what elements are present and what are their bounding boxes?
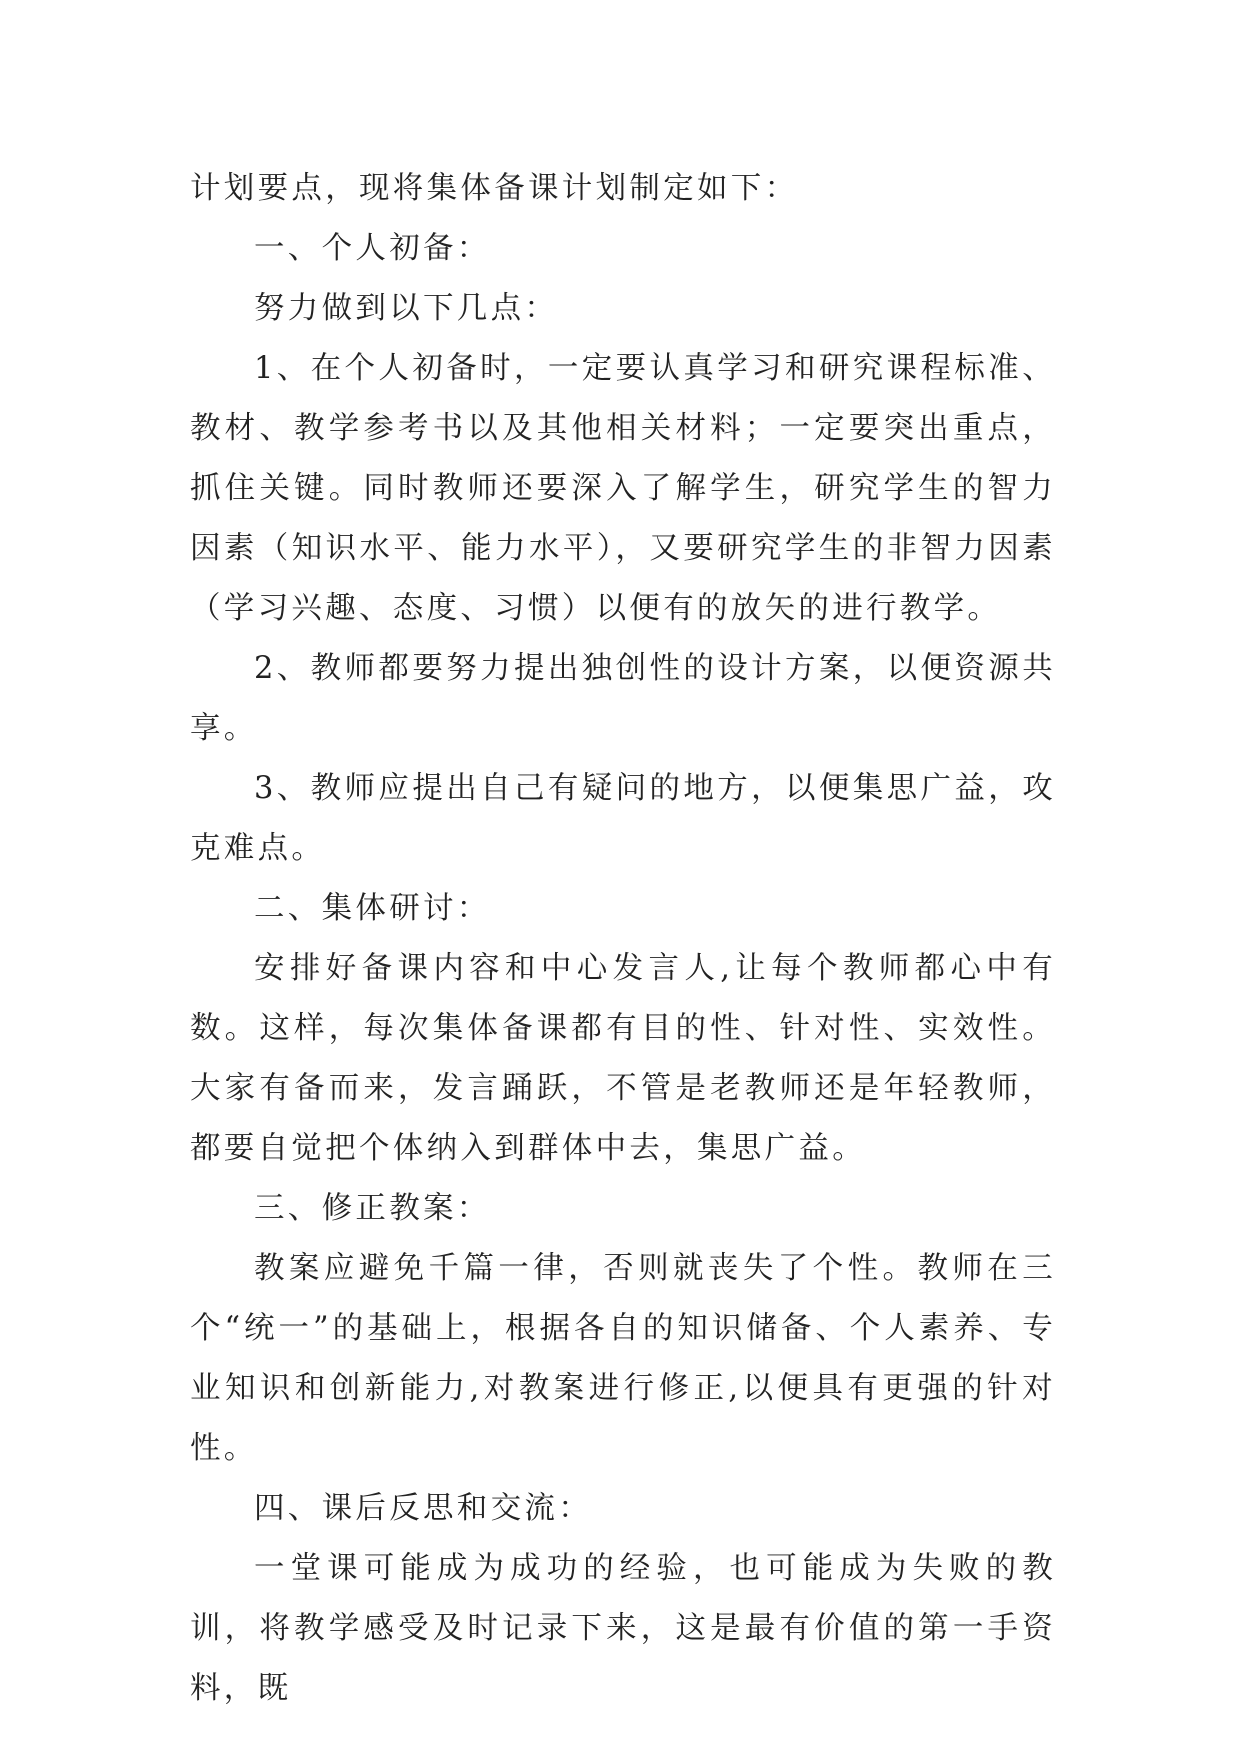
paragraph-continuation: 计划要点，现将集体备课计划制定如下： bbox=[190, 171, 799, 206]
document-body bbox=[190, 159, 1056, 1719]
paragraph-reflection: 一堂课可能成为成功的经验，也可能成为失败的教训，将教学感受及时记录下来，这是最有价值的第一手资料，既 bbox=[190, 1551, 1056, 1706]
section-heading-personal-preparation: 一、个人初备： bbox=[254, 231, 491, 266]
section-heading-revise-lesson-plan: 三、修正教案： bbox=[254, 1191, 491, 1226]
list-item-3: 3、教师应提出自己有疑问的地方，以便集思广益，攻克难点。 bbox=[190, 771, 1056, 866]
paragraph-group-discussion: 安排好备课内容和中心发言人,让每个教师都心中有数。这样，每次集体备课都有目的性、针对性、实效性。大家有备而来，发言踊跃，不管是老教师还是年轻教师，都要自觉把个体纳入到群体中去，集思广益。 bbox=[190, 951, 1056, 1166]
paragraph-intro-points: 努力做到以下几点： bbox=[254, 291, 559, 326]
list-item-2: 2、教师都要努力提出独创性的设计方案，以便资源共享。 bbox=[190, 651, 1056, 746]
section-heading-group-discussion: 二、集体研讨： bbox=[254, 891, 491, 926]
paragraph-revise-lesson-plan: 教案应避免千篇一律，否则就丧失了个性。教师在三个“统一”的基础上，根据各自的知识储备、个人素养、专业知识和创新能力,对教案进行修正,以便具有更强的针对性。 bbox=[190, 1251, 1056, 1466]
list-item-1: 1、在个人初备时，一定要认真学习和研究课程标准、教材、教学参考书以及其他相关材料；一定要突出重点，抓住关键。同时教师还要深入了解学生，研究学生的智力因素（知识水平、能力水平），又要研究学生的非智力因素（学习兴趣、态度、习惯）以便有的放矢的进行教学。 bbox=[190, 351, 1056, 626]
section-heading-reflection: 四、课后反思和交流： bbox=[254, 1491, 592, 1526]
